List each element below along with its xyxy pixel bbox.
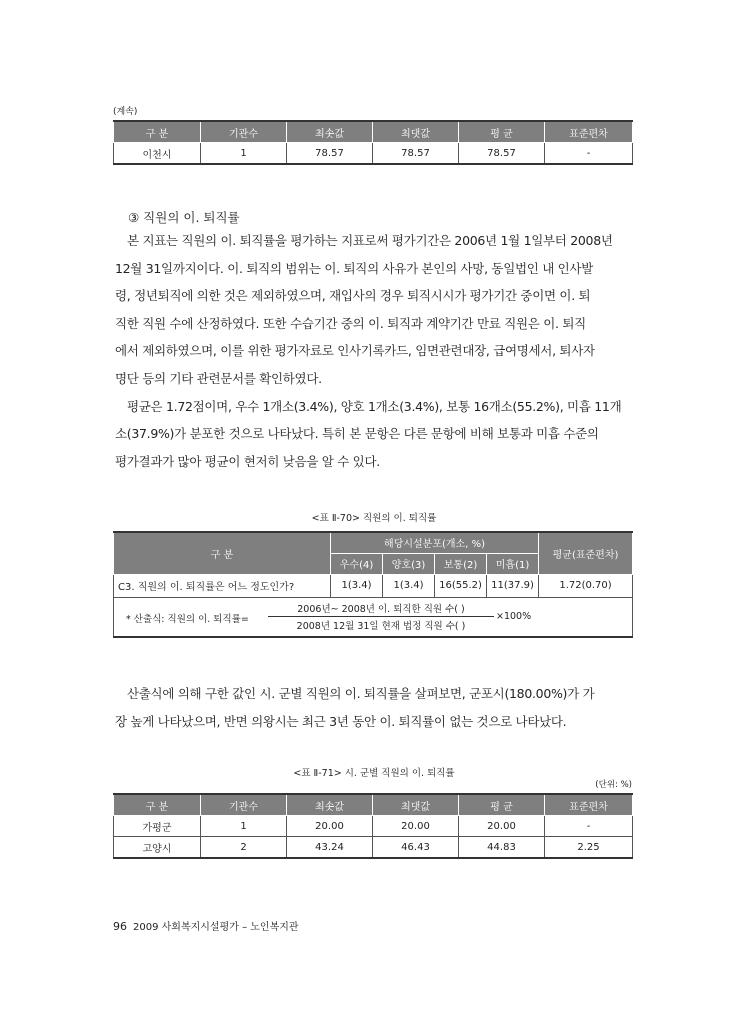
text-line: 12월 31일까지이다. 이. 퇴직의 범위는 이. 퇴직의 사유가 본인의 사망, 동일법인 내 인사발 bbox=[115, 260, 593, 276]
col-header: 우수(4) bbox=[331, 553, 383, 574]
section-heading: ③ 직원의 이. 퇴직률 bbox=[128, 210, 240, 225]
col-header: 양호(3) bbox=[383, 553, 435, 574]
table-cell: 43.24 bbox=[287, 837, 373, 859]
table-cell: 1(3.4) bbox=[331, 574, 383, 597]
table-cell: 이천시 bbox=[114, 143, 201, 165]
fraction-bar bbox=[268, 616, 494, 617]
table-row bbox=[114, 143, 633, 165]
col-header: 기관수 bbox=[201, 121, 287, 143]
table-cell: 20.00 bbox=[459, 816, 545, 837]
formula bbox=[114, 598, 632, 636]
formula-prefix: * 산출식: 직원의 이. 퇴직률= bbox=[126, 613, 249, 625]
table-cell: 16(55.2) bbox=[435, 574, 487, 597]
col-header: 미흡(1) bbox=[487, 553, 539, 574]
table-row bbox=[114, 816, 633, 837]
text-line: 소(37.9%)가 분포한 것으로 나타났다. 특히 본 문항은 다른 문항에 비해 보통과 미흡 수준의 bbox=[115, 426, 599, 442]
text-line: 평가결과가 많아 평균이 현저히 낮음을 알 수 있다. bbox=[115, 453, 380, 469]
table-cell: 46.43 bbox=[373, 837, 459, 859]
table-cell: 1 bbox=[201, 143, 287, 165]
text-line: 령, 정년퇴직에 의한 것은 제외하였으며, 재입사의 경우 퇴직시시가 평가기간 중이면 이. 퇴 bbox=[115, 288, 591, 304]
footer-title: 2009 사회복지시설평가 – 노인복지관 bbox=[133, 922, 299, 933]
col-header: 최솟값 bbox=[287, 794, 373, 816]
table-cell: 가평군 bbox=[114, 816, 201, 837]
table-cell: 20.00 bbox=[373, 816, 459, 837]
table-caption: <표 Ⅱ-71> 시. 군별 직원의 이. 퇴직률 bbox=[293, 768, 455, 779]
page-number: 96 bbox=[113, 920, 127, 933]
turnover-table bbox=[113, 531, 633, 638]
text-line: 산출식에 의해 구한 값인 시. 군별 직원의 이. 퇴직률을 살펴보면, 군포시(180.00%)가 가 bbox=[127, 686, 595, 701]
continued-label: (계속) bbox=[113, 107, 138, 117]
table-cell: - bbox=[545, 816, 633, 837]
regional-turnover-table bbox=[113, 793, 633, 859]
unit-label: (단위: %) bbox=[595, 780, 632, 790]
col-header: 최댓값 bbox=[373, 794, 459, 816]
col-header: 기관수 bbox=[201, 794, 287, 816]
table-cell: C3. 직원의 이. 퇴직률은 어느 정도인가? bbox=[114, 574, 331, 597]
text-line: 평균은 1.72점이며, 우수 1개소(3.4%), 양호 1개소(3.4%), 보통 16개소(55.2%), 미흡 11개 bbox=[127, 398, 622, 414]
formula-row bbox=[114, 597, 633, 637]
col-header: 최댓값 bbox=[373, 121, 459, 143]
body-text bbox=[115, 680, 635, 736]
text-line: 장 높게 나타났으며, 반면 의왕시는 최근 3년 동안 이. 퇴직률이 없는 것으로 나타났다. bbox=[115, 714, 567, 729]
col-header: 구 분 bbox=[114, 794, 201, 816]
formula-suffix: ×100% bbox=[496, 610, 532, 622]
col-header: 표준편차 bbox=[545, 794, 633, 816]
table-cell: 1 bbox=[201, 816, 287, 837]
table-cell: 1.72(0.70) bbox=[539, 574, 633, 597]
col-header: 평 균 bbox=[459, 121, 545, 143]
page-footer bbox=[113, 918, 299, 933]
col-header: 해당시설분포(개소, %) bbox=[331, 532, 539, 553]
table-row bbox=[114, 574, 633, 597]
table-cell: 20.00 bbox=[287, 816, 373, 837]
table-cell: 2 bbox=[201, 837, 287, 859]
body-text bbox=[115, 227, 635, 475]
table-cell: 44.83 bbox=[459, 837, 545, 859]
table-cell: 78.57 bbox=[459, 143, 545, 165]
table-row bbox=[114, 837, 633, 859]
col-header: 평 균 bbox=[459, 794, 545, 816]
table-cell: 78.57 bbox=[287, 143, 373, 165]
table-cell: 고양시 bbox=[114, 837, 201, 859]
table-cell: 2.25 bbox=[545, 837, 633, 859]
col-header: 보통(2) bbox=[435, 553, 487, 574]
formula-denominator: 2008년 12월 31일 현재 법정 직원 수( ) bbox=[296, 620, 466, 632]
table-cell: 78.57 bbox=[373, 143, 459, 165]
col-header: 구 분 bbox=[114, 532, 331, 574]
text-line: 에서 제외하였으며, 이를 위한 평가자료로 인사기록카드, 임면관련대장, 급여명세서, 퇴사자 bbox=[115, 343, 595, 359]
col-header: 평균(표준편차) bbox=[539, 532, 633, 574]
text-line: 본 지표는 직원의 이. 퇴직률을 평가하는 지표로써 평가기간은 2006년 1월 1일부터 2008년 bbox=[127, 233, 613, 248]
text-line: 명단 등의 기타 관련문서를 확인하였다. bbox=[115, 370, 322, 386]
col-header: 최솟값 bbox=[287, 121, 373, 143]
table-cell: 11(37.9) bbox=[487, 574, 539, 597]
col-header: 구 분 bbox=[114, 121, 201, 143]
text-line: 직한 직원 수에 산정하였다. 또한 수습기간 중의 이. 퇴직과 계약기간 만료 직원은 이. 퇴직 bbox=[115, 315, 586, 331]
col-header: 표준편차 bbox=[545, 121, 633, 143]
table-cell: 1(3.4) bbox=[383, 574, 435, 597]
formula-numerator: 2006년~ 2008년 이. 퇴직한 직원 수( ) bbox=[297, 603, 465, 615]
table-cell: - bbox=[545, 143, 633, 165]
table-caption: <표 Ⅱ-70> 직원의 이. 퇴직률 bbox=[311, 513, 437, 524]
summary-table-continued bbox=[113, 120, 633, 165]
